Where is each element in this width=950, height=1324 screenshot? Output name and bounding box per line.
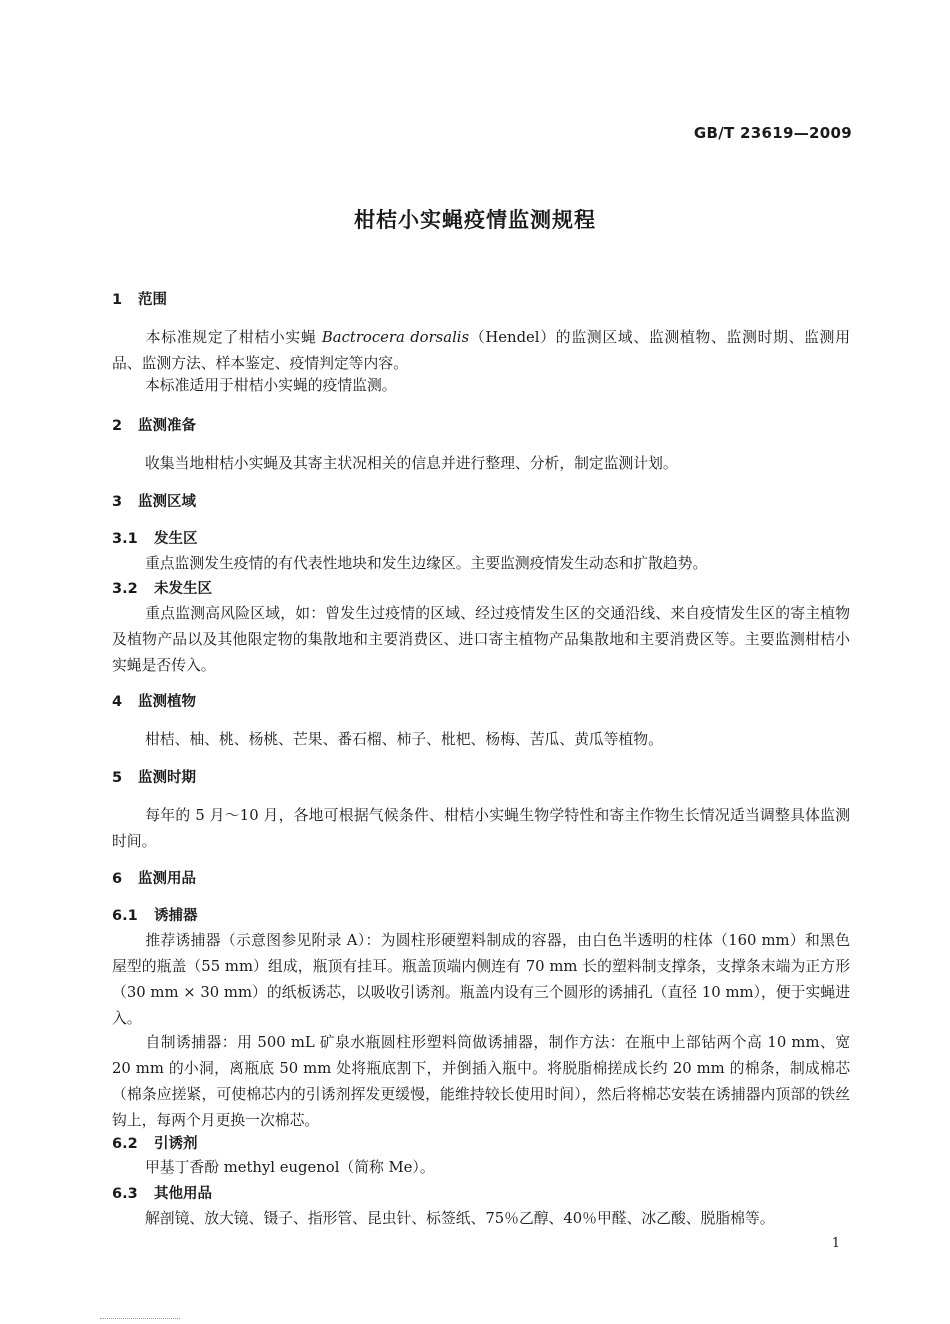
section-6-1-paragraph-1: 推荐诱捕器（示意图参见附录 A）：为圆柱形硬塑料制成的容器，由白色半透明的柱体（160 mm）和黑色屋型的瓶盖（55 mm）组成，瓶顶有挂耳。瓶盖顶端内侧连有 70 mm 长的塑料制支撑条，支撑条末端为正方形（30 mm × 30 mm）的纸板诱芯，以吸收引诱剂。瓶盖内设有三个圆形的诱捕孔（直径 10 mm），便于实蝇进入。 bbox=[112, 932, 850, 1027]
section-1-paragraph-2: 本标准适用于柑桔小实蝇的疫情监测。 bbox=[145, 377, 397, 394]
section-2-paragraph: 收集当地柑桔小实蝇及其寄主状况相关的信息并进行整理、分析，制定监测计划。 bbox=[145, 455, 678, 472]
section-6-1-paragraph-2: 自制诱捕器：用 500 mL 矿泉水瓶圆柱形塑料筒做诱捕器，制作方法：在瓶中上部钻两个高 10 mm、宽 20 mm 的小洞，离瓶底 50 mm 处将瓶底割下，并倒插入瓶中。将脱脂棉搓成长约 20 mm 的棉条，制成棉芯（棉条应搓紧，可使棉芯内的引诱剂挥发更缓慢，能维持较长使用时间），然后将棉芯安装在诱捕器内顶部的铁丝钩上，每两个月更换一次棉芯。 bbox=[112, 1034, 850, 1129]
section-5-heading: 5 监测时期 bbox=[112, 770, 196, 786]
section-6-heading: 6 监测用品 bbox=[112, 871, 196, 887]
page-title: 柑桔小实蝇疫情监测规程 bbox=[354, 208, 596, 232]
section-4-paragraph: 柑桔、柚、桃、杨桃、芒果、番石榴、柿子、枇杷、杨梅、苦瓜、黄瓜等植物。 bbox=[145, 731, 663, 748]
section-5-paragraph: 每年的 5 月～10 月，各地可根据气候条件、柑桔小实蝇生物学特性和寄主作物生长情况适当调整具体监测时间。 bbox=[112, 807, 850, 850]
section-6-3-heading: 6.3 其他用品 bbox=[112, 1186, 212, 1202]
section-6-3-paragraph: 解剖镜、放大镜、镊子、指形管、昆虫针、标签纸、75％乙醇、40％甲醛、冰乙酸、脱脂棉等。 bbox=[145, 1210, 775, 1227]
section-1-heading bbox=[112, 288, 167, 309]
section-title: 范围 bbox=[138, 292, 167, 308]
section-6-2-paragraph: 甲基丁香酚 methyl eugenol（简称 Me）。 bbox=[145, 1159, 435, 1176]
section-3-1-heading: 3.1 发生区 bbox=[112, 531, 198, 547]
section-6-1-heading: 6.1 诱捕器 bbox=[112, 908, 198, 924]
standard-number: GB/T 23619—2009 bbox=[693, 124, 852, 142]
scientific-name: Bactrocera dorsalis bbox=[321, 329, 470, 346]
section-4-heading: 4 监测植物 bbox=[112, 694, 196, 710]
section-3-2-paragraph: 重点监测高风险区域，如：曾发生过疫情的区域、经过疫情发生区的交通沿线、来自疫情发生区的寄主植物及植物产品以及其他限定物的集散地和主要消费区、进口寄主植物产品集散地和主要消费区等。主要监测柑桔小实蝇是否传入。 bbox=[112, 605, 850, 674]
section-2-heading: 2 监测准备 bbox=[112, 418, 196, 434]
section-3-2-heading: 3.2 未发生区 bbox=[112, 581, 212, 597]
section-3-heading: 3 监测区域 bbox=[112, 494, 196, 510]
scan-artifact bbox=[100, 1318, 180, 1321]
section-6-2-heading: 6.2 引诱剂 bbox=[112, 1136, 198, 1152]
page-number: 1 bbox=[831, 1236, 840, 1251]
section-1-paragraph-1: 本标准规定了柑桔小实蝇 Bactrocera dorsalis（Hendel）的监测区域、监测植物、监测时期、监测用品、监测方法、样本鉴定、疫情判定等内容。 bbox=[112, 329, 851, 372]
section-number: 1 bbox=[112, 292, 123, 308]
section-3-1-paragraph: 重点监测发生疫情的有代表性地块和发生边缘区。主要监测疫情发生动态和扩散趋势。 bbox=[145, 555, 708, 572]
